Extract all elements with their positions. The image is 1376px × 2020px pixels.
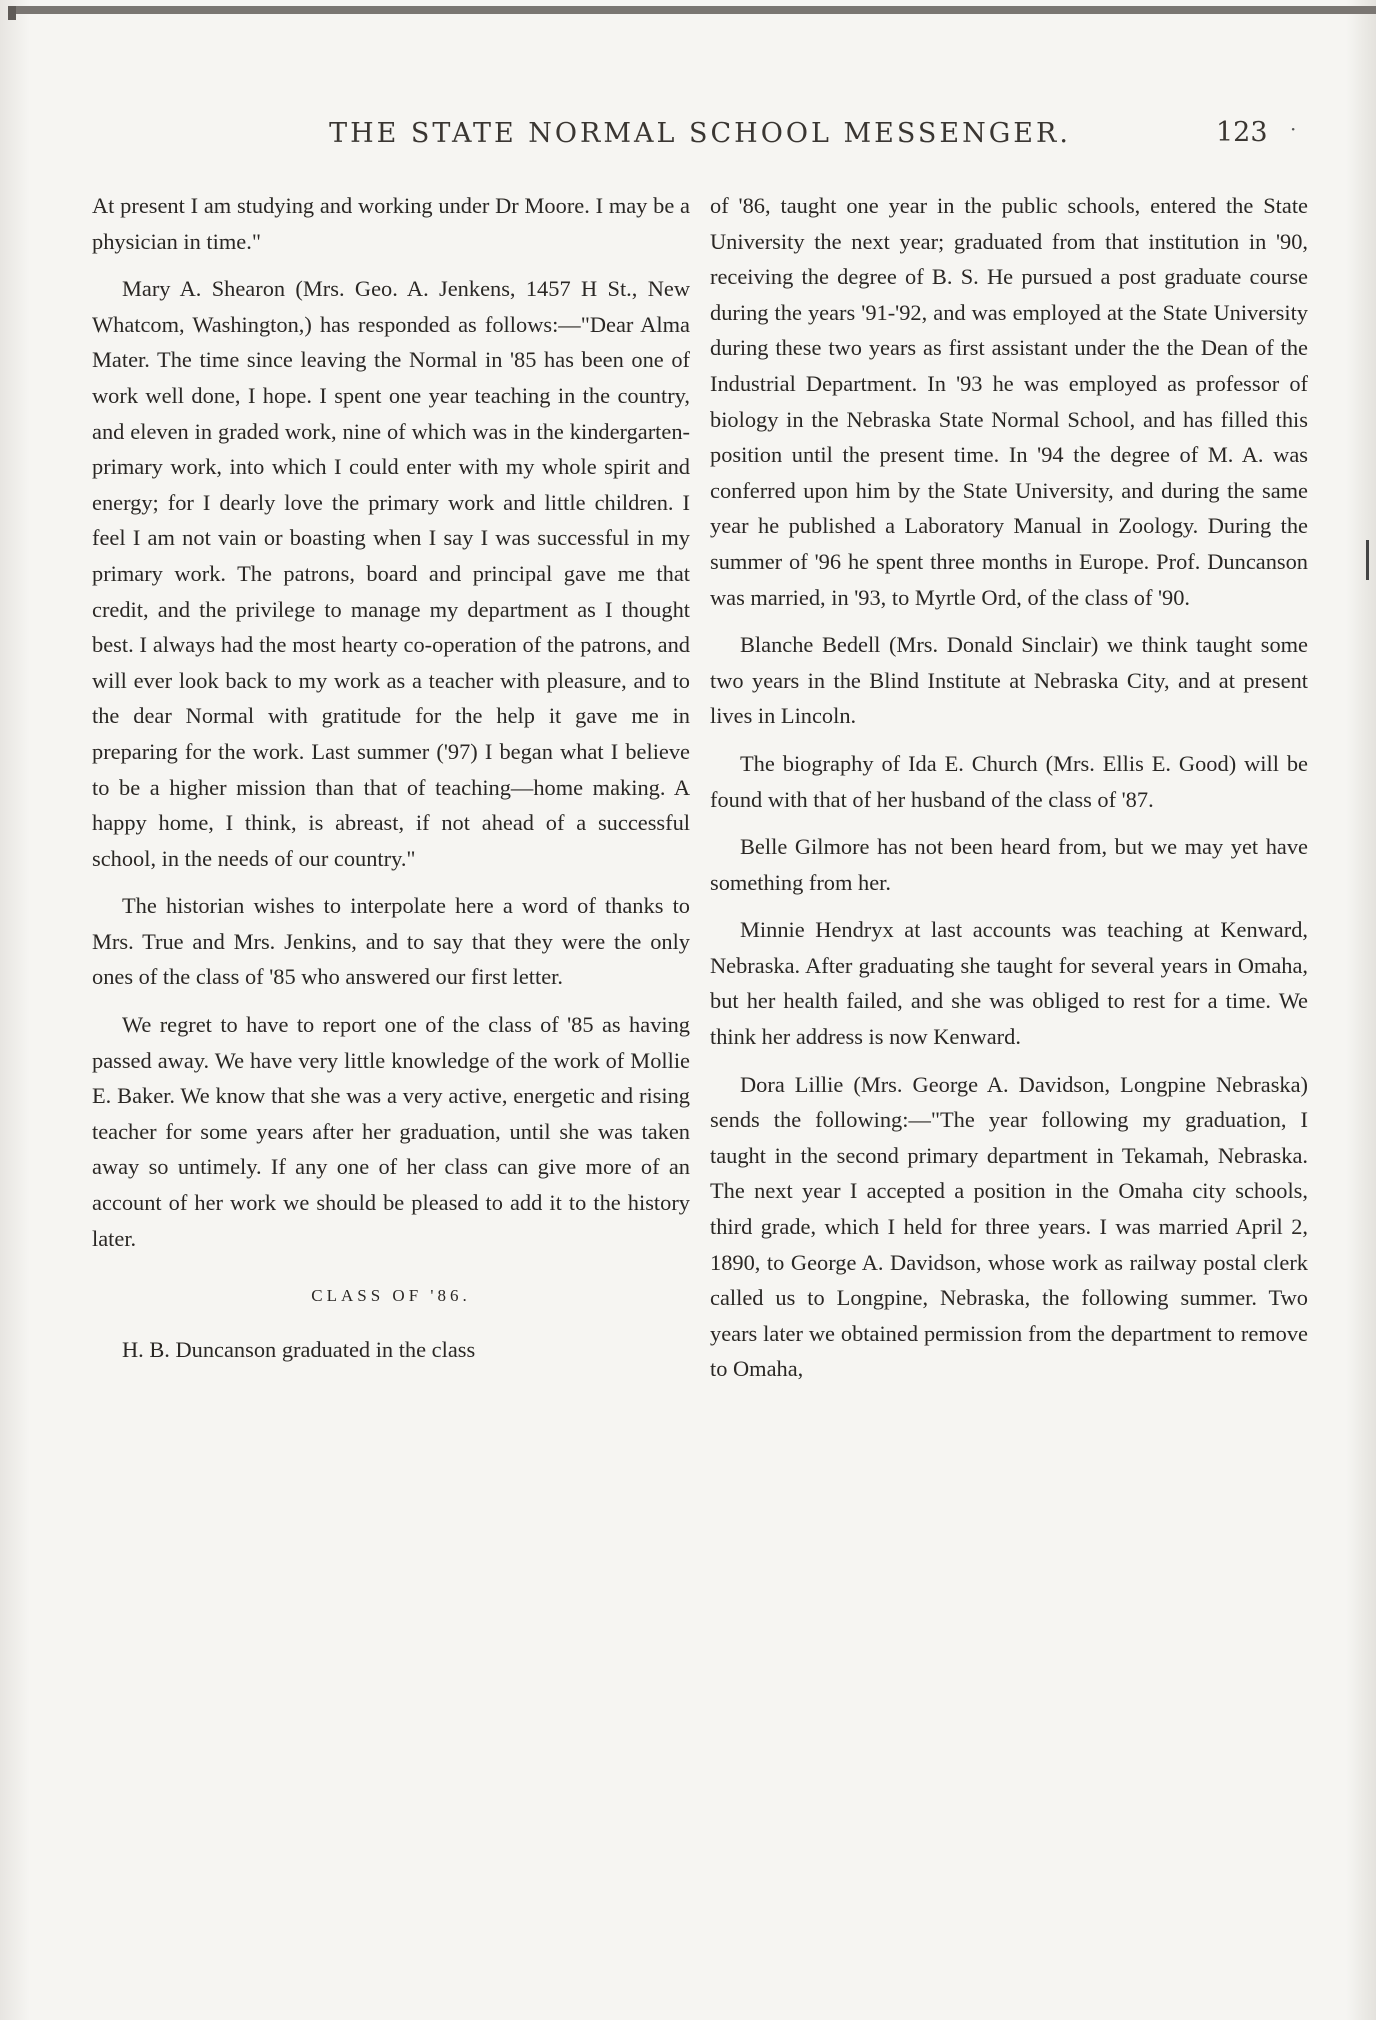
margin-tick bbox=[1366, 540, 1369, 580]
paragraph: Blanche Bedell (Mrs. Donald Sinclair) we think taught some two years in the Blind Institute at Nebraska City, and at present lives in Lincoln. bbox=[710, 632, 1308, 729]
page-number: 123 bbox=[1216, 117, 1268, 148]
paragraph: H. B. Duncanson graduated in the class bbox=[122, 1336, 476, 1362]
page-top-edge-shadow bbox=[10, 6, 1376, 14]
paragraph: Belle Gilmore has not been heard from, but we may yet have something from her. bbox=[710, 834, 1308, 895]
paragraph: of '86, taught one year in the public schools, entered the State University the next year; graduated from that institution in '90, receiving the degree of B. S. He pursued a post graduate course during the years '91-'92, and was employed at the State University during these two years as first assistant under the the Dean of the Industrial Department. In '93 he was employed as professor of biology in the Nebraska State Normal School, and has filled this position until the present time. In '94 the degree of M. A. was conferred upon him by the State University, and during the same year he published a Laboratory Manual in Zoology. During the summer of '96 he spent three months in Europe. Prof. Duncanson was married, in '93, to Myrtle Ord, of the class of '90. bbox=[710, 193, 1308, 610]
paragraph: Minnie Hendryx at last accounts was teaching at Kenward, Nebraska. After graduating she taught for several years in Omaha, but her health failed, and she was obliged to rest for a time. We think her address is now Kenward. bbox=[710, 917, 1308, 1050]
paragraph: The biography of Ida E. Church (Mrs. Ellis E. Good) will be found with that of her husband of the class of '87. bbox=[710, 750, 1308, 812]
paragraph: We regret to have to report one of the class of '85 as having passed away. We have very little knowledge of the work of Mollie E. Baker. We know that she was a very active, energetic and rising teacher for some years after her graduation, until she was taken away so untimely. If any one of her class can give more of an account of her work we should be pleased to add it to the history later. bbox=[92, 1012, 690, 1251]
page-left-edge-shadow bbox=[8, 6, 16, 20]
paragraph: The historian wishes to interpolate here a word of thanks to Mrs. True and Mrs. Jenkins, and to say that they were the only ones of the class of '85 who answered our first letter. bbox=[92, 893, 690, 990]
right-column bbox=[710, 188, 1308, 1399]
left-column bbox=[92, 188, 690, 1379]
paragraph: Dora Lillie (Mrs. George A. Davidson, Longpine Nebraska) sends the following:—"The year following my graduation, I taught in the second primary department in Tekamah, Nebraska. The next year I accepted a position in the Omaha city schools, third grade, which I held for three years. I was married April 2, 1890, to George A. Davidson, whose work as railway postal clerk called us to Longpine, Nebraska, the following summer. Two years later we obtained permission from the department to remove to Omaha, bbox=[710, 1071, 1308, 1382]
running-title: THE STATE NORMAL SCHOOL MESSENGER. bbox=[329, 118, 1071, 149]
section-heading: CLASS OF '86. bbox=[311, 1286, 471, 1306]
paragraph: Mary A. Shearon (Mrs. Geo. A. Jenkens, 1457 H St., New Whatcom, Washington,) has responded as follows:—"Dear Alma Mater. The time since leaving the Normal in '85 has been one of work well done, I hope. I spent one year teaching in the country, and eleven in graded work, nine of which was in the kindergarten-primary work, into which I could enter with my whole spirit and energy; for I dearly love the primary work and little children. I feel I am not vain or boasting when I say I was successful in my primary work. The patrons, board and principal gave me that credit, and the privilege to manage my department as I thought best. I always had the most hearty co-operation of the patrons, and will ever look back to my work as a teacher with pleasure, and to the dear Normal with gratitude for the help it gave me in preparing for the work. Last summer ('97) I began what I believe to be a higher mission than that of teaching—home making. A happy home, I think, is abreast, if not ahead of a successful school, in the needs of our country." bbox=[92, 276, 690, 871]
margin-mark: · bbox=[1290, 117, 1297, 141]
paragraph: At present I am studying and working under Dr Moore. I may be a physician in time." bbox=[92, 193, 690, 254]
